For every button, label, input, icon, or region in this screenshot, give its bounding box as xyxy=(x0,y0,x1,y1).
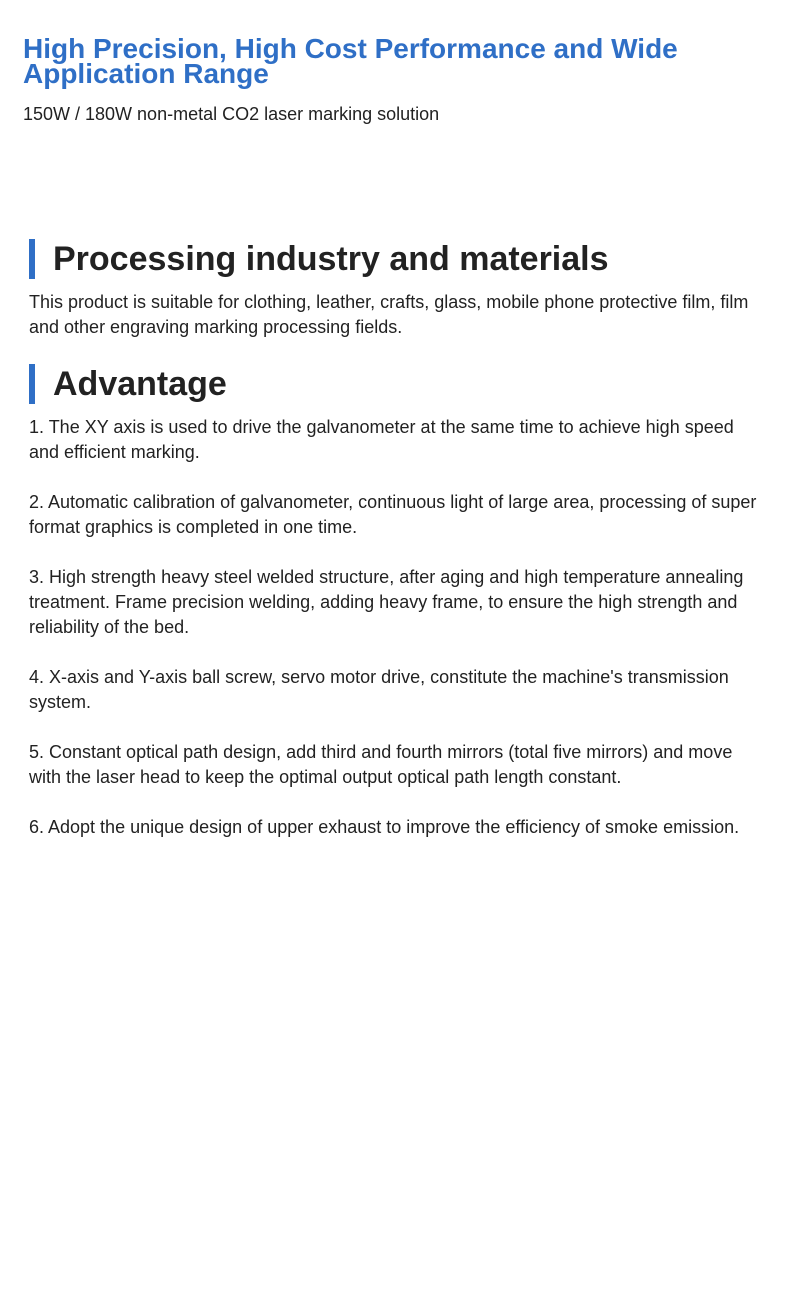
advantage-heading xyxy=(29,363,759,405)
heading-accent-bar xyxy=(29,239,35,279)
page-header xyxy=(23,33,773,125)
advantage-item: 4. X-axis and Y-axis ball screw, servo motor drive, constitute the machine's transmission system. xyxy=(29,667,729,712)
advantage-heading-text: Advantage xyxy=(53,365,227,403)
processing-section xyxy=(29,238,759,340)
advantage-item: 5. Constant optical path design, add third and fourth mirrors (total five mirrors) and move with the laser head to keep the optimal output optical path length constant. xyxy=(29,742,733,787)
processing-description: This product is suitable for clothing, leather, crafts, glass, mobile phone protective film, film and other engraving marking processing fields. xyxy=(29,292,749,337)
advantage-item: 1. The XY axis is used to drive the galvanometer at the same time to achieve high speed and efficient marking. xyxy=(29,417,734,462)
advantage-item: 6. Adopt the unique design of upper exhaust to improve the efficiency of smoke emission. xyxy=(29,817,740,837)
processing-heading xyxy=(29,238,759,280)
processing-heading-text: Processing industry and materials xyxy=(53,240,609,278)
advantage-item: 2. Automatic calibration of galvanometer, continuous light of large area, processing of super format graphics is completed in one time. xyxy=(29,492,757,537)
page-subtitle: 150W / 180W non-metal CO2 laser marking solution xyxy=(23,104,440,124)
advantage-list xyxy=(29,415,759,840)
page-title: High Precision, High Cost Performance and Wide Application Range xyxy=(23,33,678,89)
heading-accent-bar xyxy=(29,364,35,404)
advantage-section xyxy=(29,363,759,865)
advantage-item: 3. High strength heavy steel welded structure, after aging and high temperature annealing treatment. Frame precision welding, adding heavy frame, to ensure the high strength and reliability of the bed. xyxy=(29,567,744,637)
